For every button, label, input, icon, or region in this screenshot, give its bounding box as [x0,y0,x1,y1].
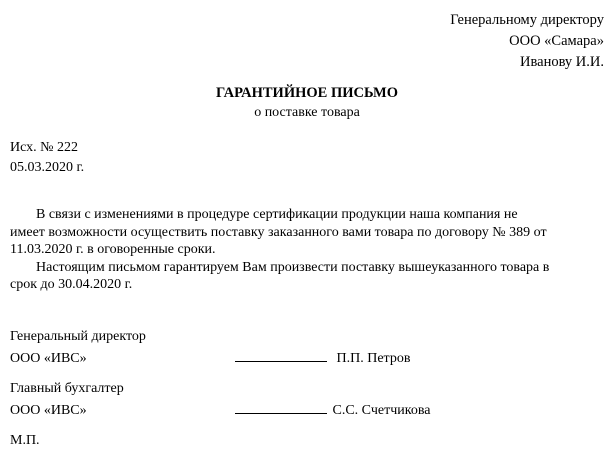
letter-body [10,206,606,294]
signature-blank [235,348,327,362]
paragraph-1-line-2: имеет возможности осуществить поставку заказанного вами товара по договору № 389 от [10,224,547,240]
outgoing-date: 05.03.2020 г. [10,160,85,175]
addressee-name: Иванову И.И. [520,54,604,70]
signature-blank [235,400,327,414]
signature-block-accountant [10,378,124,422]
addressee-position: Генеральному директору [450,12,604,28]
signer-company: ООО «ИВС» [10,403,87,418]
addressee-company: ООО «Самара» [509,33,604,49]
signer-name: П.П. Петров [336,351,411,366]
outgoing-info [10,138,84,178]
addressee-block [450,10,604,73]
signer-position: Главный бухгалтер [10,381,124,396]
paragraph-2-line-2: срок до 30.04.2020 г. [10,277,133,292]
outgoing-number: Исх. № 222 [10,140,78,155]
paragraph-2-line-1: Настоящим письмом гарантируем Вам произвести поставку вышеуказанного товара в [36,259,550,275]
signer-position: Генеральный директор [10,329,146,344]
paragraph-1-line-1: В связи с изменениями в процедуре сертификации продукции наша компания не [36,207,518,222]
signature-block-director [10,326,146,370]
signature-line-accountant [235,400,430,420]
signature-line-director [235,348,410,368]
signer-name: С.С. Счетчикова [332,403,431,418]
document-title: ГАРАНТИЙНОЕ ПИСЬМО [216,85,398,101]
signer-company: ООО «ИВС» [10,351,87,366]
paragraph-1-line-3: 11.03.2020 г. в оговоренные сроки. [10,242,216,257]
seal-place: М.П. [10,433,40,448]
document-subtitle: о поставке товара [254,105,360,120]
